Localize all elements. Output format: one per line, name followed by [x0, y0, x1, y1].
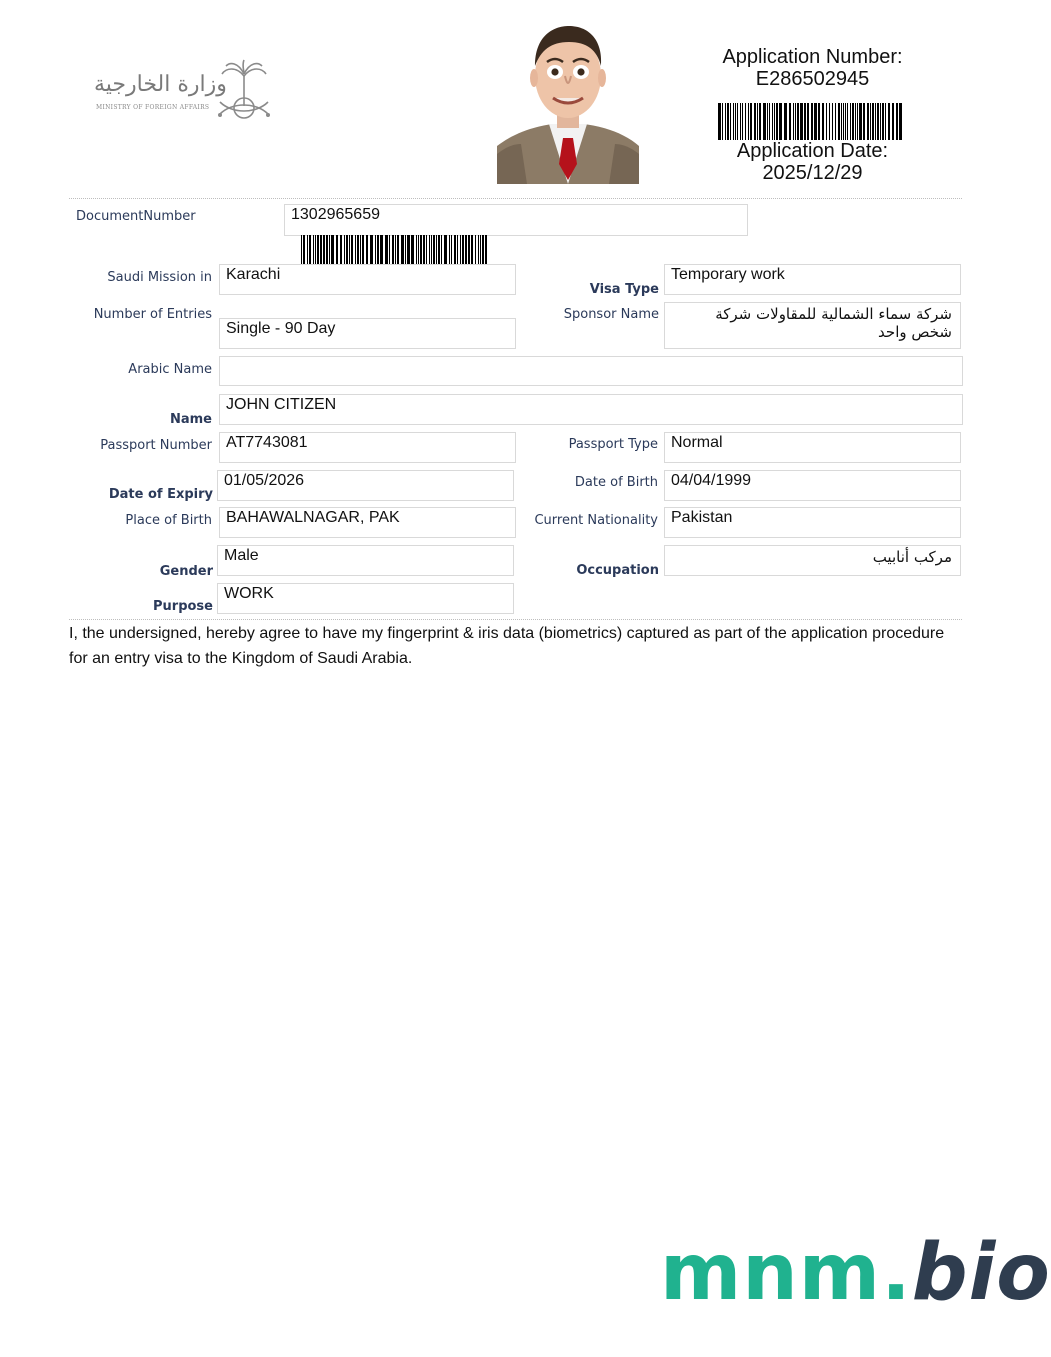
brand-part-2: bio — [911, 1228, 1051, 1318]
barcode-bar — [389, 235, 390, 264]
barcode-bar — [863, 103, 865, 140]
barcode-bar — [444, 235, 447, 264]
barcode-bar — [829, 103, 830, 140]
biometrics-consent-text: I, the undersigned, hereby agree to have my fingerprint & iris data (biometrics) captured as part of the application procedure for an entry visa to the Kingdom of Saudi Arabia. — [69, 625, 945, 667]
name-label: Name — [169, 412, 212, 427]
barcode-bar — [835, 103, 836, 140]
barcode-bar — [789, 103, 791, 140]
arabic-name-field — [219, 356, 963, 386]
visa-type-label: Visa Type — [589, 282, 659, 297]
barcode-bar — [779, 103, 782, 140]
barcode-bar — [718, 103, 721, 140]
barcode-bar — [811, 103, 813, 140]
occupation-field: مركب أنابيب — [664, 545, 961, 576]
barcode-bar — [407, 235, 410, 264]
barcode-bar — [867, 103, 869, 140]
barcode-bar — [320, 235, 322, 264]
arabic-name-label: Arabic Name — [128, 362, 212, 377]
barcode-bar — [340, 235, 342, 264]
barcode-bar — [774, 103, 775, 140]
barcode-bar — [380, 235, 383, 264]
barcode-bar — [454, 235, 456, 264]
barcode-bar — [471, 235, 473, 264]
barcode-bar — [759, 103, 761, 140]
nationality-field: Pakistan — [664, 507, 961, 538]
barcode-bar — [451, 235, 452, 264]
barcode-bar — [826, 103, 827, 140]
divider-bottom — [69, 619, 962, 620]
barcode-bar — [468, 235, 470, 264]
dob-label: Date of Birth — [574, 475, 658, 490]
name-field: JOHN CITIZEN — [219, 394, 963, 425]
barcode-bar — [730, 103, 731, 140]
barcode-bar — [892, 103, 894, 140]
barcode-bar — [301, 235, 302, 264]
passport-type-field: Normal — [664, 432, 961, 463]
barcode-bar — [423, 235, 425, 264]
barcode-bar — [362, 235, 364, 264]
barcode-bar — [416, 235, 417, 264]
sponsor-field: شركة سماء الشمالية للمقاولات شركة شخص واحد — [664, 302, 961, 349]
barcode-bar — [804, 103, 806, 140]
saudi-mission-field: Karachi — [219, 264, 516, 295]
dob-field: 04/04/1999 — [664, 470, 961, 501]
barcode-bar — [797, 103, 799, 140]
barcode-bar — [366, 235, 368, 264]
barcode-bar — [336, 235, 338, 264]
barcode-bar — [784, 103, 787, 140]
barcode-bar — [315, 235, 316, 264]
barcode-bar — [737, 103, 738, 140]
purpose-label: Purpose — [153, 599, 213, 614]
barcode-bar — [745, 103, 746, 140]
brand-watermark — [660, 1228, 1051, 1318]
barcode-bar — [449, 235, 450, 264]
barcode-bar — [441, 235, 442, 264]
barcode-bar — [475, 235, 476, 264]
barcode-bar — [397, 235, 399, 264]
application-barcode — [718, 103, 906, 140]
barcode-bar — [357, 235, 359, 264]
ministry-english-name: MINISTRY OF FOREIGN AFFAIRS — [96, 104, 210, 111]
barcode-bar — [740, 103, 741, 140]
divider-top — [69, 198, 962, 199]
barcode-bar — [313, 235, 314, 264]
document-number-label: DocumentNumber — [76, 209, 196, 224]
barcode-bar — [355, 235, 356, 264]
barcode-bar — [326, 235, 328, 264]
barcode-bar — [431, 235, 432, 264]
barcode-bar — [377, 235, 379, 264]
barcode-bar — [722, 103, 723, 140]
barcode-bar — [307, 235, 308, 264]
barcode-bar — [395, 235, 396, 264]
barcode-bar — [845, 103, 846, 140]
brand-dot: . — [881, 1228, 912, 1318]
barcode-bar — [733, 103, 734, 140]
barcode-bar — [411, 235, 414, 264]
barcode-bar — [882, 103, 884, 140]
barcode-bar — [795, 103, 796, 140]
barcode-bar — [896, 103, 898, 140]
barcode-bar — [832, 103, 833, 140]
barcode-bar — [776, 103, 778, 140]
barcode-bar — [478, 235, 479, 264]
entries-label: Number of Entries — [93, 307, 212, 322]
barcode-bar — [426, 235, 427, 264]
barcode-bar — [370, 235, 373, 264]
barcode-bar — [465, 235, 467, 264]
barcode-bar — [843, 103, 844, 140]
document-barcode — [301, 235, 490, 264]
barcode-bar — [317, 235, 319, 264]
barcode-bar — [344, 235, 345, 264]
barcode-bar — [331, 235, 334, 264]
pob-label: Place of Birth — [125, 513, 212, 528]
barcode-bar — [822, 103, 824, 140]
barcode-bar — [888, 103, 890, 140]
applicant-photo — [497, 14, 639, 184]
expiry-field: 01/05/2026 — [217, 470, 514, 501]
barcode-bar — [857, 103, 858, 140]
expiry-label: Date of Expiry — [108, 487, 213, 502]
barcode-bar — [405, 235, 406, 264]
barcode-bar — [870, 103, 871, 140]
barcode-bar — [800, 103, 803, 140]
barcode-bar — [462, 235, 464, 264]
passport-number-label: Passport Number — [100, 438, 212, 453]
gender-label: Gender — [159, 564, 213, 579]
barcode-bar — [433, 235, 435, 264]
barcode-bar — [814, 103, 817, 140]
barcode-bar — [309, 235, 311, 264]
barcode-bar — [772, 103, 773, 140]
barcode-bar — [877, 103, 879, 140]
barcode-bar — [392, 235, 394, 264]
barcode-bar — [725, 103, 726, 140]
barcode-bar — [875, 103, 876, 140]
barcode-bar — [880, 103, 881, 140]
gender-field: Male — [217, 545, 514, 576]
barcode-bar — [480, 235, 481, 264]
barcode-bar — [838, 103, 840, 140]
barcode-bar — [750, 103, 752, 140]
barcode-bar — [329, 235, 330, 264]
barcode-bar — [850, 103, 851, 140]
barcode-bar — [769, 103, 770, 140]
barcode-bar — [482, 235, 484, 264]
barcode-bar — [429, 235, 430, 264]
barcode-bar — [360, 235, 361, 264]
brand-part-1: mnm — [660, 1228, 882, 1318]
sponsor-label: Sponsor Name — [563, 307, 659, 322]
barcode-bar — [346, 235, 348, 264]
barcode-bar — [349, 235, 350, 264]
barcode-bar — [841, 103, 842, 140]
barcode-bar — [438, 235, 440, 264]
barcode-bar — [460, 235, 461, 264]
barcode-bar — [899, 103, 902, 140]
barcode-bar — [351, 235, 353, 264]
application-number-block — [700, 46, 925, 90]
barcode-bar — [418, 235, 419, 264]
barcode-bar — [303, 235, 305, 264]
barcode-bar — [855, 103, 856, 140]
barcode-bar — [872, 103, 874, 140]
barcode-bar — [323, 235, 325, 264]
barcode-bar — [767, 103, 768, 140]
barcode-bar — [818, 103, 820, 140]
barcode-bar — [754, 103, 756, 140]
visa-type-field: Temporary work — [664, 264, 961, 295]
pob-field: BAHAWALNAGAR, PAK — [219, 507, 516, 538]
barcode-bar — [885, 103, 886, 140]
ministry-logo — [92, 58, 282, 128]
barcode-bar — [757, 103, 758, 140]
entries-field: Single - 90 Day — [219, 318, 516, 349]
saudi-emblem-icon — [212, 58, 276, 126]
application-number-label: Application Number: — [722, 46, 903, 68]
barcode-bar — [859, 103, 862, 140]
barcode-bar — [735, 103, 736, 140]
barcode-bar — [401, 235, 404, 264]
application-date-label: Application Date: — [736, 140, 889, 162]
barcode-bar — [763, 103, 766, 140]
passport-number-field: AT7743081 — [219, 432, 516, 463]
barcode-bar — [847, 103, 848, 140]
barcode-bar — [727, 103, 729, 140]
barcode-bar — [436, 235, 437, 264]
barcode-bar — [375, 235, 376, 264]
occupation-label: Occupation — [576, 563, 659, 578]
barcode-bar — [420, 235, 422, 264]
barcode-bar — [807, 103, 809, 140]
passport-type-label: Passport Type — [568, 437, 658, 452]
application-date-block — [700, 140, 925, 184]
barcode-bar — [385, 235, 388, 264]
saudi-mission-label: Saudi Mission in — [107, 270, 212, 285]
barcode-bar — [485, 235, 487, 264]
application-date-value: 2025/12/29 — [762, 162, 863, 184]
barcode-bar — [852, 103, 854, 140]
application-number-value: E286502945 — [755, 68, 870, 90]
nationality-label: Current Nationality — [534, 513, 658, 528]
barcode-bar — [748, 103, 749, 140]
document-number-field: 1302965659 — [284, 204, 748, 236]
barcode-bar — [742, 103, 743, 140]
ministry-arabic-name: وزارة الخارجية — [94, 72, 227, 97]
barcode-bar — [457, 235, 458, 264]
barcode-bar — [793, 103, 794, 140]
purpose-field: WORK — [217, 583, 514, 614]
